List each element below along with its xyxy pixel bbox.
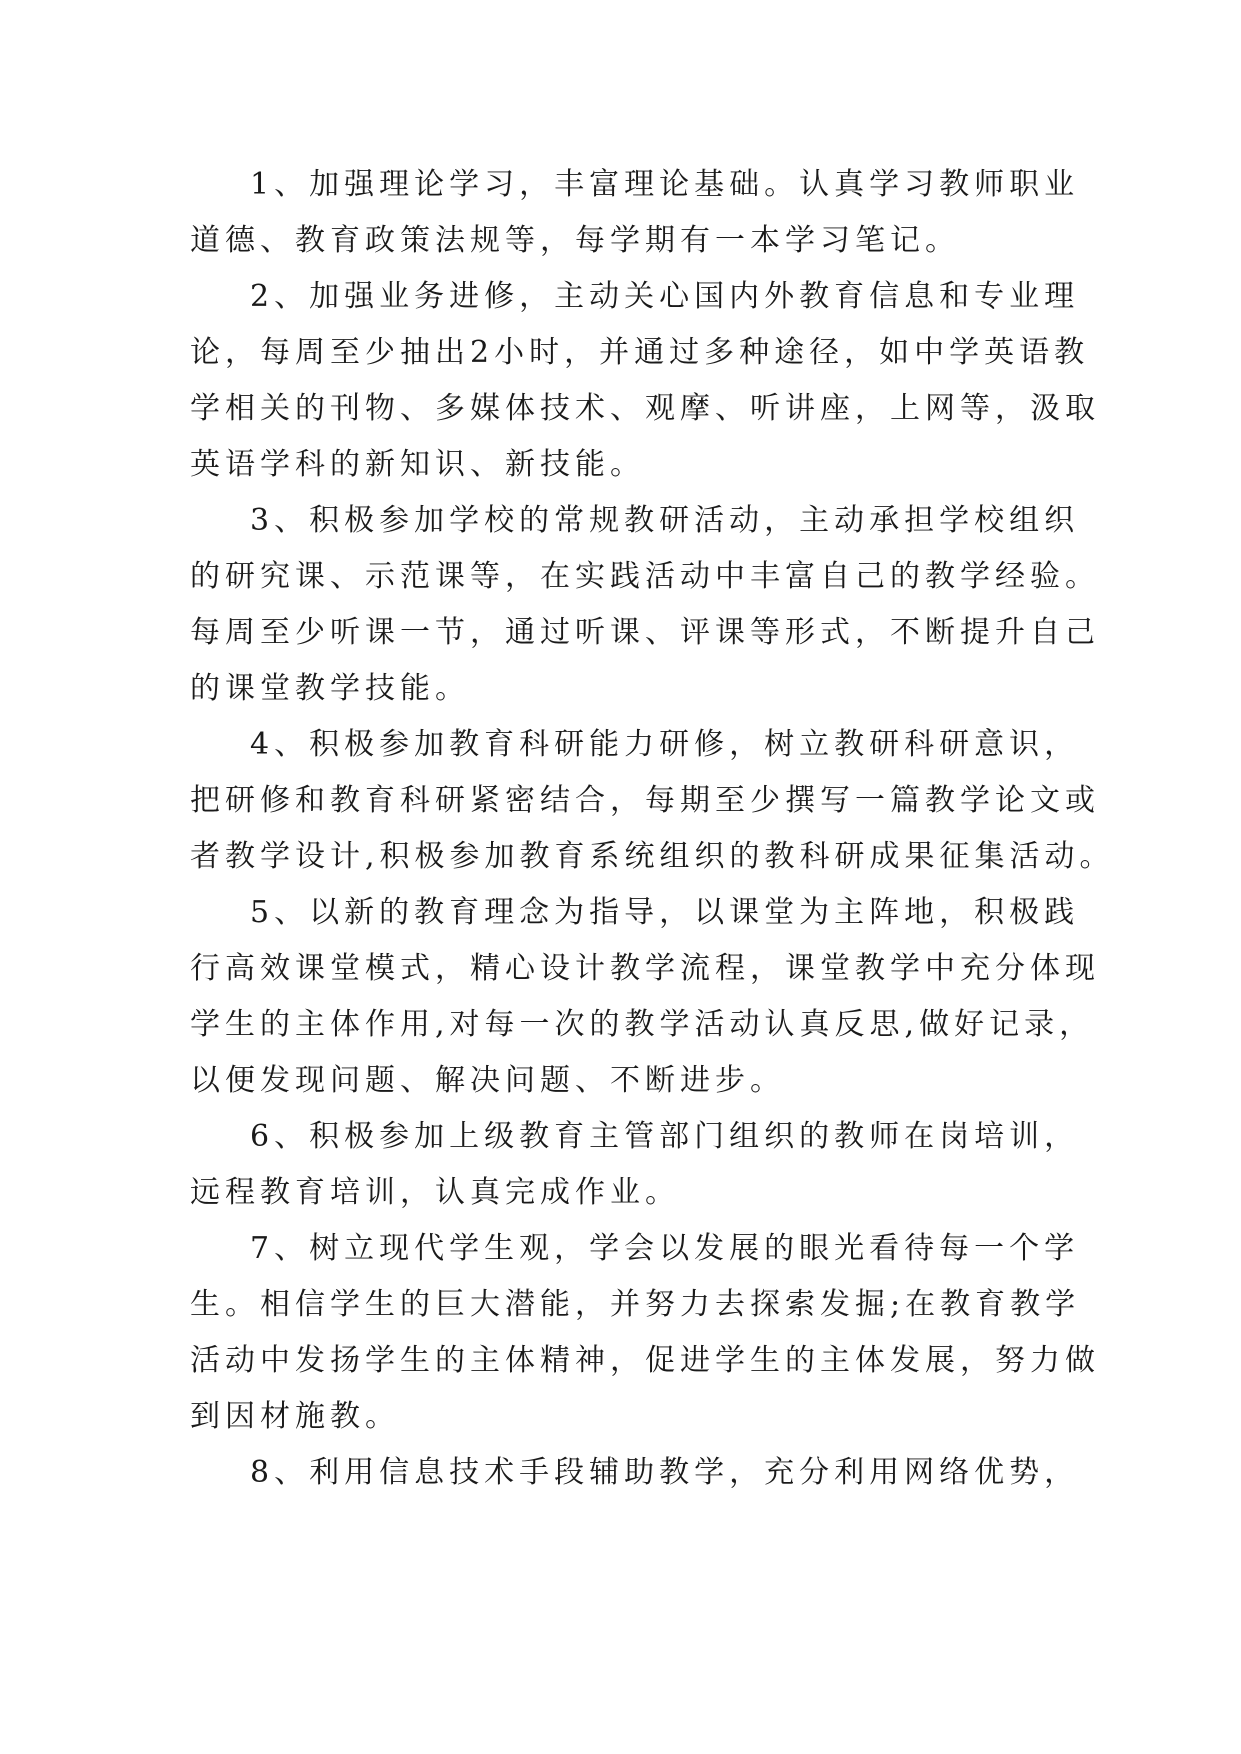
item-6-line-2: 远程教育培训，认真完成作业。 bbox=[190, 1175, 680, 1210]
item-7-line-4: 到因材施教。 bbox=[190, 1399, 400, 1434]
item-1-line-1: 1、加强理论学习，丰富理论基础。认真学习教师职业 bbox=[250, 167, 1080, 202]
item-4-line-1: 4、积极参加教育科研能力研修，树立教研科研意识， bbox=[250, 727, 1080, 762]
item-3-line-1: 3、积极参加学校的常规教研活动，主动承担学校组织 bbox=[250, 503, 1080, 538]
item-7-line-2: 生。相信学生的巨大潜能，并努力去探索发掘;在教育教学 bbox=[190, 1287, 1081, 1322]
item-3-line-3: 每周至少听课一节，通过听课、评课等形式，不断提升自己 bbox=[190, 615, 1100, 650]
item-3-line-2: 的研究课、示范课等，在实践活动中丰富自己的教学经验。 bbox=[190, 559, 1100, 594]
item-3-line-4: 的课堂教学技能。 bbox=[190, 671, 470, 706]
item-6-line-1: 6、积极参加上级教育主管部门组织的教师在岗培训， bbox=[250, 1119, 1080, 1154]
item-2-line-1: 2、加强业务进修，主动关心国内外教育信息和专业理 bbox=[250, 279, 1080, 314]
item-4-line-3: 者教学设计,积极参加教育系统组织的教科研成果征集活动。 bbox=[190, 839, 1115, 874]
item-5-line-3: 学生的主体作用,对每一次的教学活动认真反思,做好记录， bbox=[190, 1007, 1095, 1042]
item-7-line-3: 活动中发扬学生的主体精神，促进学生的主体发展，努力做 bbox=[190, 1343, 1100, 1378]
item-1-line-2: 道德、教育政策法规等，每学期有一本学习笔记。 bbox=[190, 223, 960, 258]
item-8-line-1: 8、利用信息技术手段辅助教学，充分利用网络优势， bbox=[250, 1455, 1080, 1490]
item-5-line-2: 行高效课堂模式，精心设计教学流程，课堂教学中充分体现 bbox=[190, 951, 1100, 986]
item-2-line-3: 学相关的刊物、多媒体技术、观摩、听讲座，上网等，汲取 bbox=[190, 391, 1100, 426]
item-4-line-2: 把研修和教育科研紧密结合，每期至少撰写一篇教学论文或 bbox=[190, 783, 1100, 818]
item-2-line-2: 论，每周至少抽出2小时，并通过多种途径，如中学英语教 bbox=[190, 335, 1090, 370]
item-7-line-1: 7、树立现代学生观，学会以发展的眼光看待每一个学 bbox=[250, 1231, 1080, 1266]
item-5-line-4: 以便发现问题、解决问题、不断进步。 bbox=[190, 1063, 785, 1098]
item-2-line-4: 英语学科的新知识、新技能。 bbox=[190, 447, 645, 482]
item-5-line-1: 5、以新的教育理念为指导，以课堂为主阵地，积极践 bbox=[250, 895, 1080, 930]
